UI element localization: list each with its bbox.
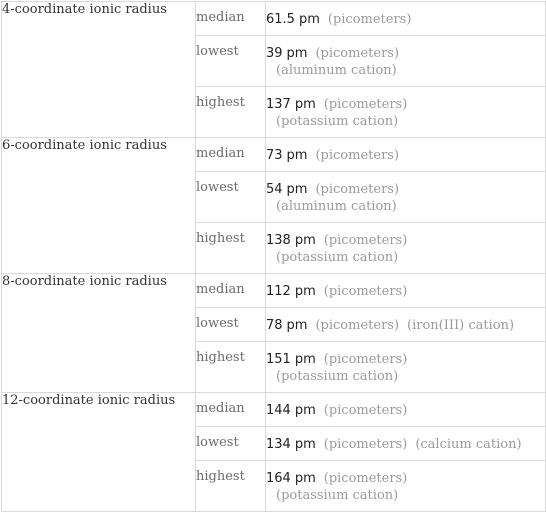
source-note: (potassium cation) [276,369,399,384]
value-unit: pm [286,182,308,197]
value-cell [266,427,546,461]
source-note: (aluminum cation) [276,199,397,214]
value-unit: pm [294,403,316,418]
unit-description: (picometers) [323,471,408,486]
value-unit: pm [294,437,316,452]
value-number: 137 [266,97,291,112]
source-note: (potassium cation) [276,488,399,503]
unit-description: (picometers) [323,284,408,299]
stat-label: lowest [196,36,266,87]
stat-label: median [196,393,266,427]
stat-label: median [196,138,266,172]
value-cell [266,308,546,342]
unit-description: (picometers) [315,182,400,197]
value-number: 61.5 [266,12,295,27]
value-unit: pm [286,46,308,61]
stat-label: highest [196,461,266,512]
value-cell [266,461,546,512]
value-cell [266,36,546,87]
stat-label: lowest [196,308,266,342]
value-unit: pm [294,471,316,486]
value-cell [266,223,546,274]
value-cell [266,2,546,36]
stat-label: lowest [196,172,266,223]
value-cell [266,342,546,393]
stat-label: highest [196,87,266,138]
unit-description: (picometers) [323,233,408,248]
value-cell [266,274,546,308]
unit-description: (picometers) [323,97,408,112]
source-note: (potassium cation) [276,250,399,265]
property-label: 12-coordinate ionic radius [2,393,196,512]
unit-description: (picometers) [315,46,400,61]
stat-label: median [196,2,266,36]
value-number: 138 [266,233,291,248]
table-row [2,138,546,172]
value-unit: pm [294,97,316,112]
source-note: (calcium cation) [415,437,522,452]
property-label: 4-coordinate ionic radius [2,2,196,138]
value-number: 144 [266,403,291,418]
stat-label: median [196,274,266,308]
value-unit: pm [294,284,316,299]
value-number: 73 [266,148,283,163]
source-note: (aluminum cation) [276,63,397,78]
value-unit: pm [298,12,320,27]
stat-label: lowest [196,427,266,461]
unit-description: (picometers) [323,403,408,418]
property-label: 6-coordinate ionic radius [2,138,196,274]
value-cell [266,87,546,138]
value-unit: pm [286,148,308,163]
unit-description: (picometers) [323,352,408,367]
value-number: 54 [266,182,283,197]
unit-description: (picometers) [315,148,400,163]
value-number: 78 [266,318,283,333]
value-number: 151 [266,352,291,367]
stat-label: highest [196,223,266,274]
property-label: 8-coordinate ionic radius [2,274,196,393]
value-unit: pm [294,233,316,248]
value-number: 112 [266,284,291,299]
ionic-radius-table [1,1,546,512]
source-note: (iron(III) cation) [407,318,515,333]
value-unit: pm [286,318,308,333]
value-cell [266,138,546,172]
value-number: 134 [266,437,291,452]
value-cell [266,393,546,427]
source-note: (potassium cation) [276,114,399,129]
unit-description: (picometers) [315,318,400,333]
table-row [2,2,546,36]
value-number: 39 [266,46,283,61]
value-unit: pm [294,352,316,367]
unit-description: (picometers) [327,12,412,27]
stat-label: highest [196,342,266,393]
value-cell [266,172,546,223]
unit-description: (picometers) [323,437,408,452]
table-row [2,393,546,427]
value-number: 164 [266,471,291,486]
table-row [2,274,546,308]
